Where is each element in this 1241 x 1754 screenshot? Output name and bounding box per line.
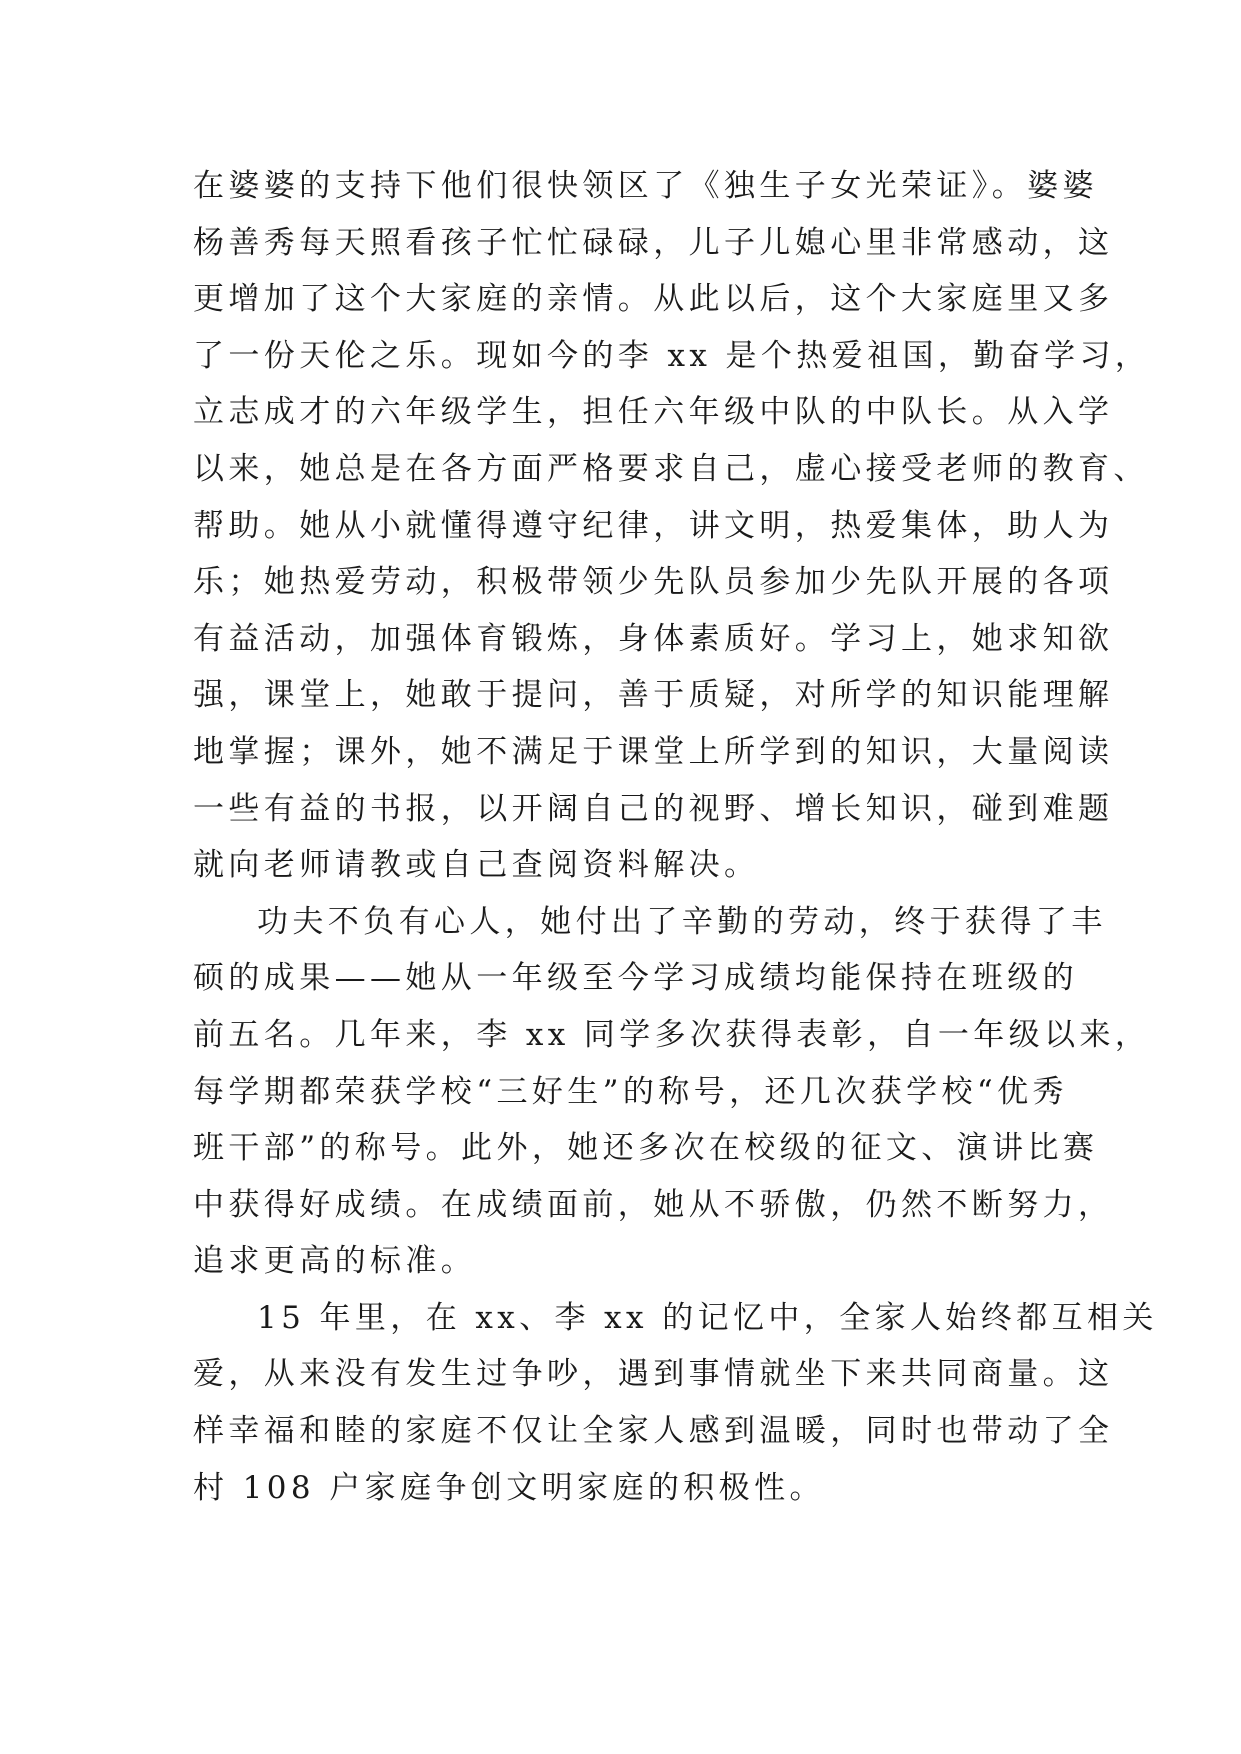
text-line: 追求更高的标准。 — [193, 1243, 477, 1280]
text-line: 中获得好成绩。在成绩面前，她从不骄傲，仍然不断努力， — [193, 1186, 1114, 1223]
text-line: 以来，她总是在各方面严格要求自己，虚心接受老师的教育、 — [193, 450, 1149, 487]
text-line: 每学期都荣获学校“三好生”的称号，还几次获学校“优秀 — [193, 1073, 1068, 1110]
text-line: 更增加了这个大家庭的亲情。从此以后，这个大家庭里又多 — [193, 281, 1114, 318]
paragraph-3 — [193, 1290, 1158, 1516]
text-line: 就向老师请教或自己查阅资料解决。 — [193, 847, 760, 884]
text-line-indented: 15 年里，在 xx、李 xx 的记忆中，全家人始终都互相关 — [257, 1299, 1158, 1336]
text-line-indented: 功夫不负有心人，她付出了辛勤的劳动，终于获得了丰 — [257, 903, 1107, 940]
text-line: 硕的成果——她从一年级至今学习成绩均能保持在班级的 — [193, 960, 1078, 997]
text-line: 班干部”的称号。此外，她还多次在校级的征文、演讲比赛 — [193, 1130, 1099, 1167]
text-line: 在婆婆的支持下他们很快领区了《独生子女光荣证》。婆婆 — [193, 168, 1098, 204]
paragraph-2 — [193, 894, 1151, 1290]
text-line: 杨善秀每天照看孩子忙忙碌碌，儿子儿媳心里非常感动，这 — [193, 224, 1114, 261]
text-line: 乐；她热爱劳动，积极带领少先队员参加少先队开展的各项 — [193, 564, 1114, 601]
text-line: 地掌握；课外，她不满足于课堂上所学到的知识，大量阅读 — [193, 733, 1114, 770]
text-line: 强，课堂上，她敢于提问，善于质疑，对所学的知识能理解 — [193, 677, 1114, 714]
text-line: 样幸福和睦的家庭不仅让全家人感到温暖，同时也带动了全 — [193, 1413, 1114, 1450]
text-line: 爱，从来没有发生过争吵，遇到事情就坐下来共同商量。这 — [193, 1356, 1114, 1393]
text-line: 了一份天伦之乐。现如今的李 xx 是个热爱祖国，勤奋学习， — [193, 337, 1151, 374]
text-line: 前五名。几年来，李 xx 同学多次获得表彰，自一年级以来， — [193, 1016, 1151, 1053]
text-line: 帮助。她从小就懂得遵守纪律，讲文明，热爱集体，助人为 — [193, 507, 1114, 544]
paragraph-1 — [193, 158, 1151, 894]
text-line: 一些有益的书报，以开阔自己的视野、增长知识，碰到难题 — [193, 790, 1114, 827]
text-line: 立志成才的六年级学生，担任六年级中队的中队长。从入学 — [193, 394, 1114, 431]
document-body — [193, 158, 1158, 1516]
text-line: 村 108 户家庭争创文明家庭的积极性。 — [193, 1469, 825, 1506]
text-line: 有益活动，加强体育锻炼，身体素质好。学习上，她求知欲 — [193, 620, 1114, 657]
